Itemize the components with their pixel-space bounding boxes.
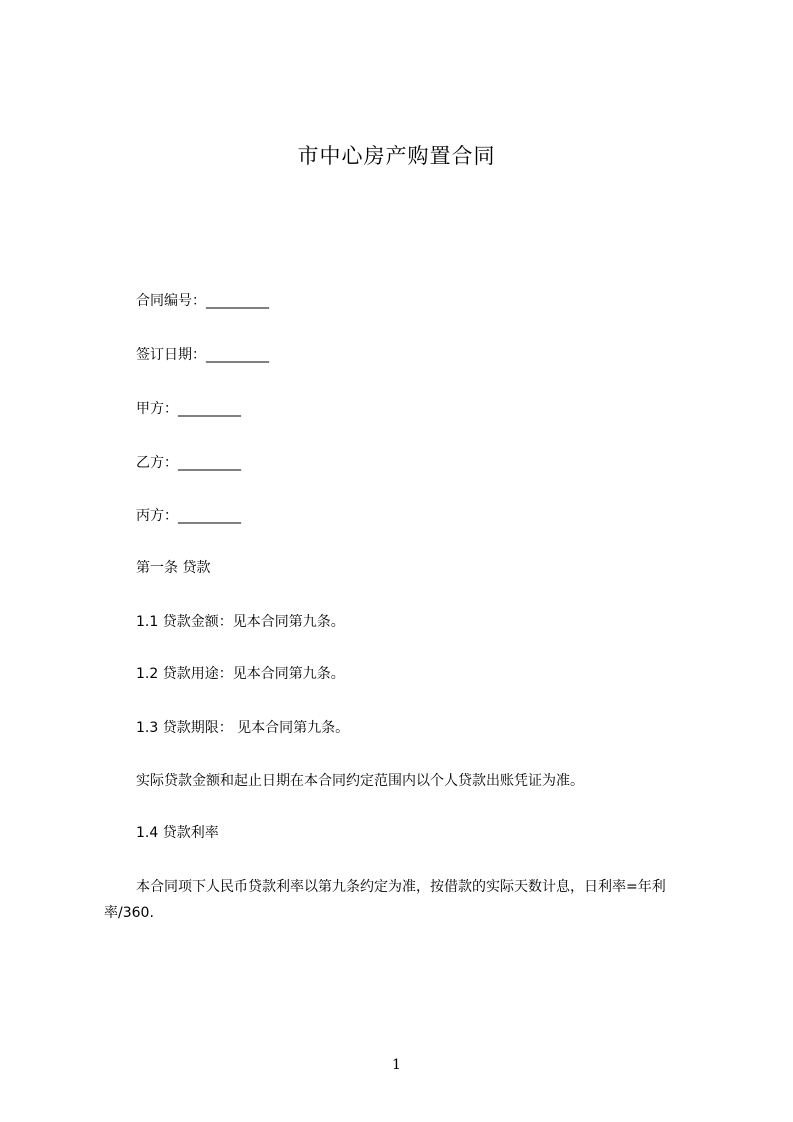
- field-party-b: [136, 453, 241, 473]
- field-label: 甲方：: [136, 401, 178, 417]
- clause-1-1: 1.1 贷款金额：见本合同第九条。: [136, 614, 345, 630]
- clause-1-3: 1.3 贷款期限： 见本合同第九条。: [136, 720, 350, 736]
- field-label: 乙方：: [136, 455, 178, 471]
- field-sign-date: [136, 345, 269, 365]
- field-blank: _________: [178, 508, 241, 524]
- field-blank: _________: [206, 293, 269, 309]
- field-label: 签订日期：: [136, 347, 206, 363]
- page-number: 1: [392, 1057, 401, 1073]
- field-blank: _________: [178, 455, 241, 471]
- field-label: 合同编号：: [136, 293, 206, 309]
- document-title: 市中心房产购置合同: [297, 144, 496, 168]
- interest-rate-paragraph: 本合同项下人民币贷款利率以第九条约定为准，按借款的实际天数计息，日利率=年利率/360.: [104, 879, 666, 921]
- field-contract-number: [136, 291, 269, 311]
- clause-1-2: 1.2 贷款用途：见本合同第九条。: [136, 666, 345, 682]
- field-label: 丙方：: [136, 508, 178, 524]
- loan-note: 实际贷款金额和起止日期在本合同约定范围内以个人贷款出账凭证为准。: [136, 773, 584, 789]
- field-party-a: [136, 399, 241, 419]
- field-party-c: [136, 506, 241, 526]
- field-blank: _________: [206, 347, 269, 363]
- clause-1-4-heading: 1.4 贷款利率: [136, 825, 219, 841]
- article-heading: 第一条 贷款: [136, 560, 211, 576]
- field-blank: _________: [178, 401, 241, 417]
